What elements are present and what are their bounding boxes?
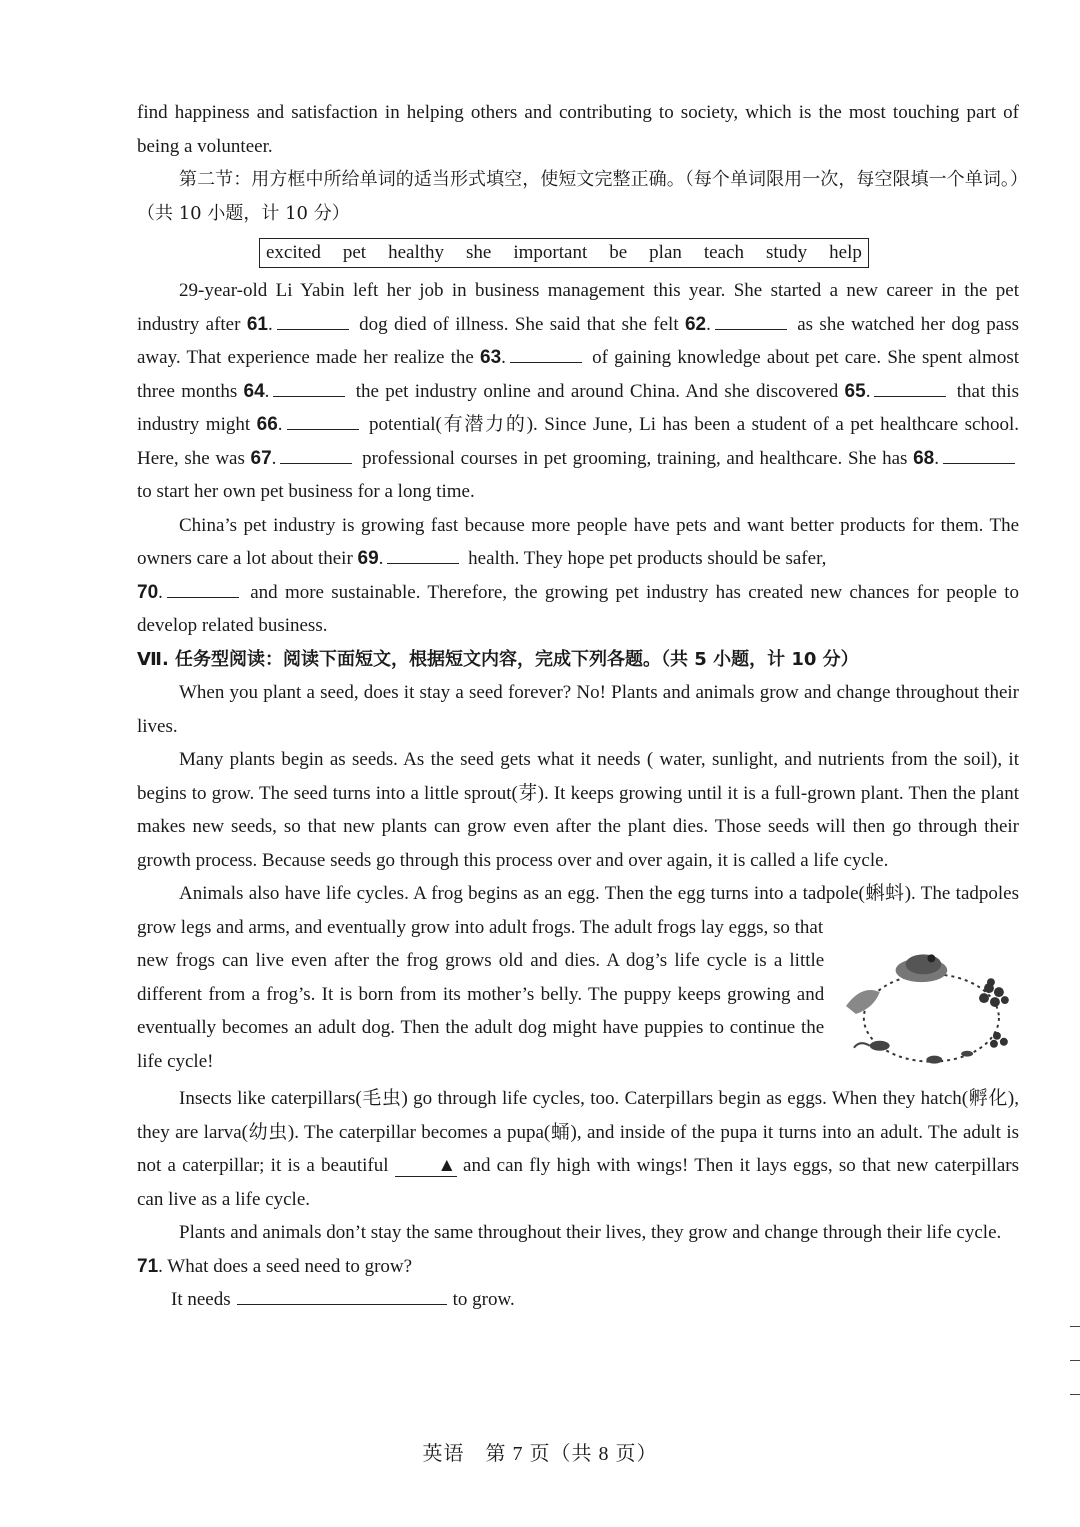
reading-paragraph-1: When you plant a seed, does it stay a seed forever? No! Plants and animals grow and change throughout their lives. xyxy=(137,682,1019,737)
passage-text: the pet industry online and around China. And she discovered xyxy=(349,380,845,402)
answer-blank[interactable] xyxy=(715,313,787,330)
question-number-dot: . xyxy=(264,380,270,402)
word-bank-item: plan xyxy=(649,242,682,263)
reading-paragraph-3b: new frogs can live even after the frog grows old and dies. A dog’s life cycle is a little different from a frog’s. It is born from its mother’s belly. The puppy keeps growing and eventually becomes an adult dog. Then the adult dog might have puppies to continue the life cycle! xyxy=(137,950,825,1072)
answer-71-prefix: It needs xyxy=(171,1289,231,1310)
p2-text-c: and more sustainable. Therefore, the growing pet industry has created new chances for people to develop related business. xyxy=(137,581,1019,636)
answer-71-line xyxy=(137,1283,1019,1317)
question-number-dot: . xyxy=(934,447,939,469)
p4-text-a: Insects like caterpillars(毛虫) go through life cycles, too. Caterpillars begin as eggs. When they hatch(孵化), they are larva(幼虫). The caterpillar becomes a pupa(蛹), and inside of the pupa it turns into an adult. The adult is not a caterpillar; it is a beautiful xyxy=(137,1088,1019,1176)
passage-text: to start her own pet business for a long time. xyxy=(137,481,475,502)
triangle-blank: ▲ xyxy=(395,1156,457,1177)
answer-blank[interactable] xyxy=(287,413,359,430)
question-number-dot: . xyxy=(865,380,871,402)
answer-blank-70[interactable] xyxy=(167,581,239,598)
word-bank-item: healthy xyxy=(388,242,445,263)
question-number-71: 71 xyxy=(137,1255,159,1277)
answer-blank[interactable] xyxy=(510,346,582,363)
word-bank-item: pet xyxy=(342,242,367,263)
edge-mark-3 xyxy=(1070,1394,1080,1395)
reading-paragraph-4 xyxy=(137,1082,1019,1216)
word-bank-item: study xyxy=(765,242,808,263)
question-number-66: 66 xyxy=(256,414,278,435)
page-footer: 英语 第 7 页（共 8 页） xyxy=(422,1443,658,1465)
frog-section xyxy=(137,944,1019,1078)
word-bank-item: teach xyxy=(703,242,744,263)
question-number-63: 63 xyxy=(480,347,502,368)
passage-text: as she watched her dog pass away. That experience made her realize the xyxy=(137,313,1019,368)
paragraph-continued: find happiness and satisfaction in helping others and contributing to society, which is the most touching part of being a volunteer. xyxy=(137,102,1019,157)
edge-mark-2 xyxy=(1070,1360,1080,1361)
passage-text: that this industry might xyxy=(137,380,1019,435)
p4-text-b: and can fly high with wings! Then it lays eggs, so that new caterpillars can live as a life cycle. xyxy=(137,1155,1020,1210)
answer-blank[interactable] xyxy=(874,380,946,397)
question-number-dot: . xyxy=(277,414,283,435)
question-number-70: 70 xyxy=(137,581,159,603)
question-number-67: 67 xyxy=(250,447,272,469)
word-bank-item: she xyxy=(466,242,492,263)
word-bank-box xyxy=(259,238,869,268)
question-number-dot: . xyxy=(501,347,506,368)
question-number-62: 62 xyxy=(684,313,707,335)
p2-text-b: health. They hope pet products should be safer, xyxy=(463,548,827,569)
p2-text-a: China’s pet industry is growing fast because more people have pets and want better products for them. The owners care a lot about their xyxy=(137,514,1019,569)
page-content xyxy=(137,96,1019,1317)
passage-text: of gaining knowledge about pet care. She spent almost three months xyxy=(137,347,1019,402)
reading-paragraph-5: Plants and animals don’t stay the same throughout their lives, they grow and change through their life cycle. xyxy=(179,1222,1002,1243)
question-number-69: 69 xyxy=(357,548,379,569)
question-number-64: 64 xyxy=(243,380,265,402)
section2-instruction: 第二节：用方框中所给单词的适当形式填空，使短文完整正确。（每个单词限用一次，每空限填一个单词。）（共 10 小题，计 10 分） xyxy=(137,169,1019,224)
question-number-61: 61 xyxy=(246,313,268,335)
passage1-paragraph2: China’s pet industry is growing fast because more people have pets and want better products for them. The owners care a lot about their 69. health. They hope pet products should be safer, 70. and more sustainable. Therefore, the growing pet industry has created new chances for people to develop related business. xyxy=(137,514,1019,636)
reading-paragraph-2: Many plants begin as seeds. As the seed gets what it needs ( water, sunlight, and nutrients from the soil), it begins to grow. The seed turns into a little sprout(芽). It keeps growing until it is a full-grown plant. Then the plant makes new seeds, so that new plants can grow even after the plant dies. Those seeds will then go through their growth process. Because seeds go through this process over and over again, it is called a life cycle. xyxy=(137,749,1019,871)
answer-71-suffix: to grow. xyxy=(452,1289,515,1310)
question-number-68: 68 xyxy=(913,447,935,469)
edge-mark-1 xyxy=(1070,1326,1080,1327)
answer-blank[interactable] xyxy=(273,380,345,397)
answer-blank[interactable] xyxy=(280,447,352,464)
word-bank-item: important xyxy=(513,242,588,263)
question-number-dot: . xyxy=(271,447,277,469)
word-bank-item: be xyxy=(609,242,628,263)
passage-text: 29-year-old Li Yabin left her job in business management this year. She started a new career in the pet industry after xyxy=(137,280,1019,335)
passage-text: dog died of illness. She said that she felt xyxy=(352,313,685,335)
passage-text: potential(有潜力的). Since June, Li has been a student of a pet healthcare school. Here, she was xyxy=(137,414,1019,469)
answer-blank-69[interactable] xyxy=(387,547,459,564)
frog-life-cycle-illustration xyxy=(840,944,1019,1074)
answer-blank-71[interactable] xyxy=(237,1288,447,1305)
section7-heading: Ⅶ. 任务型阅读：阅读下面短文，根据短文内容，完成下列各题。（共 5 小题，计 10 分） xyxy=(137,648,859,670)
reading-paragraph-3a: Animals also have life cycles. A frog begins as an egg. Then the egg turns into a tadpole(蝌蚪). The tadpoles grow legs and arms, and eventually grow into adult frogs. The adult frogs lay eggs, so that xyxy=(137,883,1019,938)
question-number-dot: . xyxy=(267,313,273,335)
answer-blank[interactable] xyxy=(943,447,1015,464)
question-number-dot: . xyxy=(706,313,711,335)
passage-text: professional courses in pet grooming, training, and healthcare. She has xyxy=(356,447,914,469)
word-bank-item: help xyxy=(829,242,862,263)
question-number-65: 65 xyxy=(844,380,866,402)
question-71 xyxy=(137,1250,1019,1284)
word-bank-item: excited xyxy=(266,242,321,263)
passage1-paragraph1 xyxy=(137,274,1019,509)
answer-blank[interactable] xyxy=(277,313,349,330)
question-71-text: . What does a seed need to grow? xyxy=(158,1255,413,1277)
